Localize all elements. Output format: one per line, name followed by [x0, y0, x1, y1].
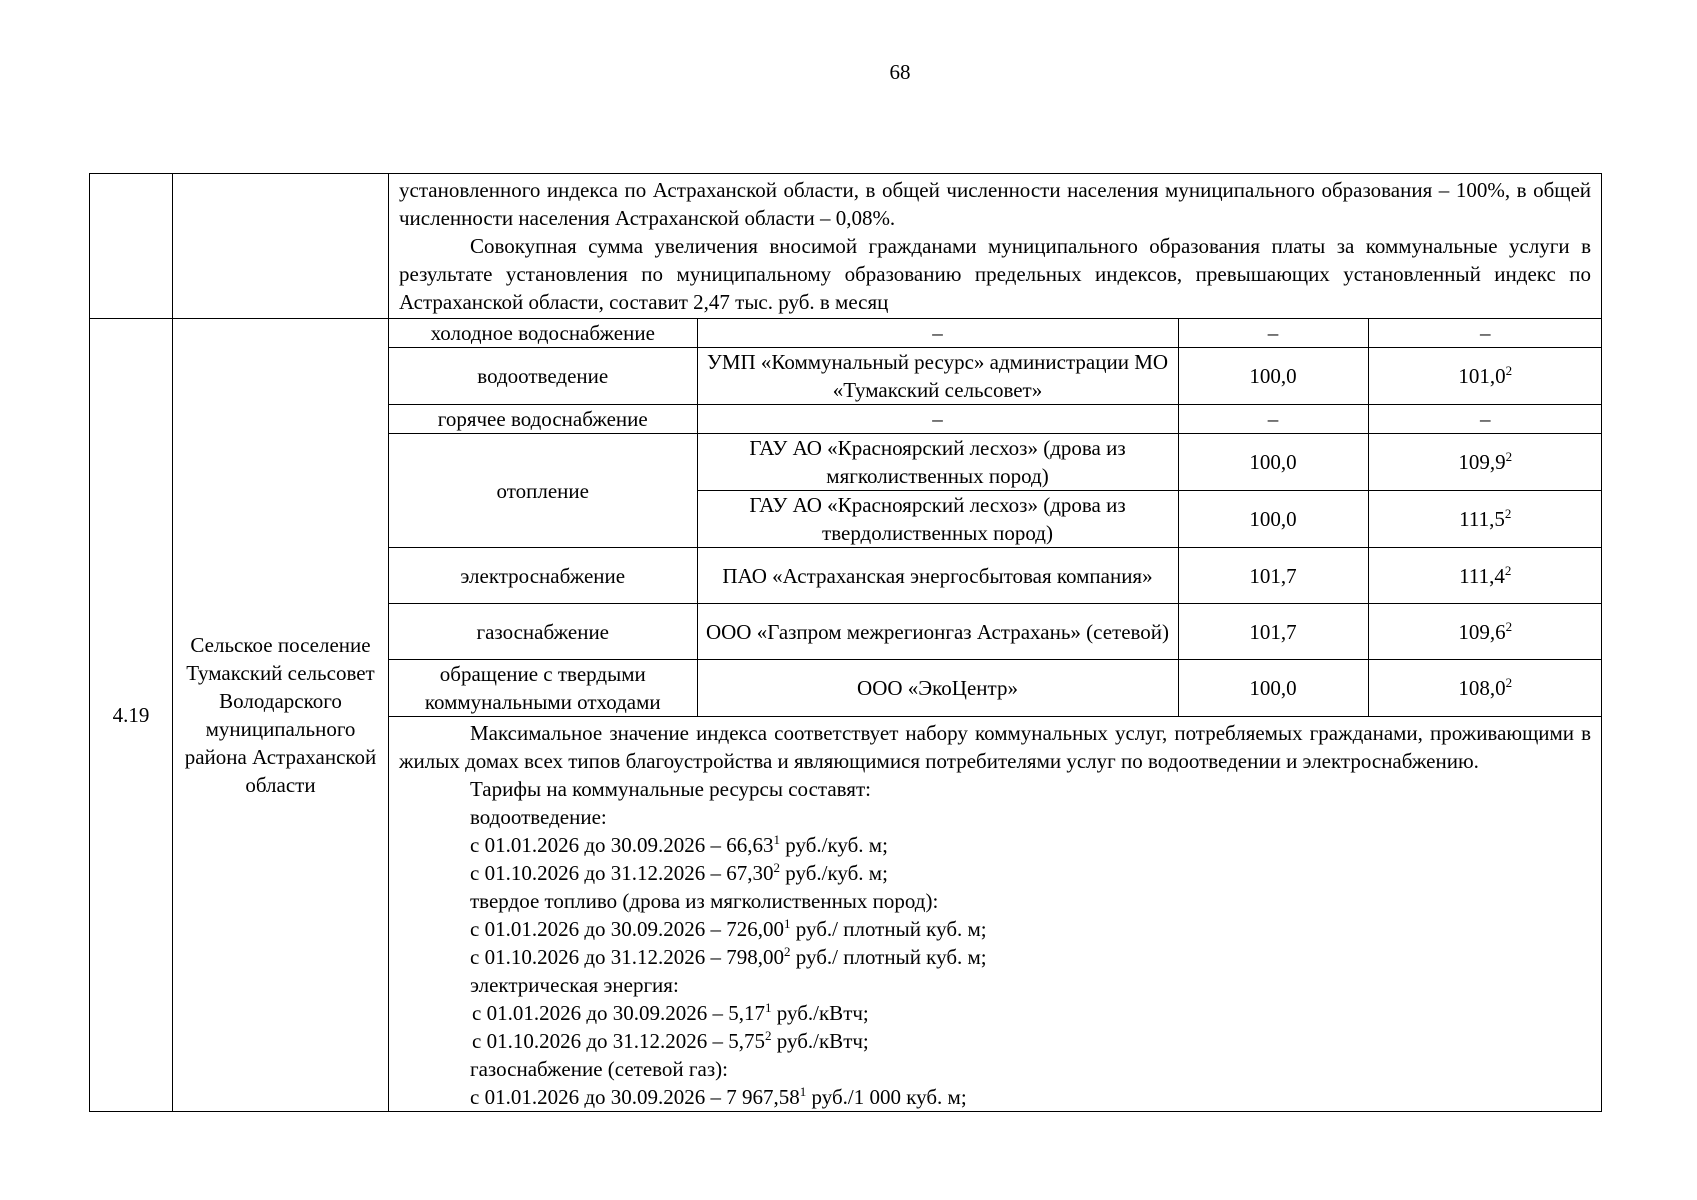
tariff-line: водоотведение: — [470, 805, 607, 829]
service-row — [389, 434, 1602, 491]
max-index-value: 108,0$^2$ — [1368, 660, 1602, 717]
service-name: отопление — [389, 434, 697, 548]
service-provider: ООО «ЭкоЦентр» — [697, 660, 1178, 717]
tariff-table — [89, 173, 1602, 1112]
tariff-line: с 01.01.2026 до 30.09.2026 – 5,17$^1$ руб./кВтч; — [472, 1000, 869, 1025]
tariff-line: с 01.01.2026 до 30.09.2026 – 66,63$^1$ руб./куб. м; — [470, 832, 888, 857]
row-content — [389, 319, 1602, 1112]
index-value: 100,0 — [1178, 434, 1368, 491]
index-value: 100,0 — [1178, 491, 1368, 548]
table-row — [90, 319, 1602, 1112]
index-value: 101,7 — [1178, 604, 1368, 660]
tariff-line: газоснабжение (сетевой газ): — [470, 1057, 728, 1081]
max-index-value: – — [1368, 319, 1602, 348]
index-value: 100,0 — [1178, 660, 1368, 717]
service-provider: – — [697, 405, 1178, 434]
service-row — [389, 660, 1602, 717]
max-index-value: 109,9$^2$ — [1368, 434, 1602, 491]
service-row — [389, 548, 1602, 604]
tariff-line: с 01.10.2026 до 31.12.2026 – 67,30$^2$ руб./куб. м; — [470, 860, 888, 885]
tariff-line: с 01.10.2026 до 31.12.2026 – 5,75$^2$ руб./кВтч; — [472, 1028, 869, 1053]
index-value: – — [1178, 405, 1368, 434]
tariffs-block — [399, 775, 1591, 1111]
tariff-line: с 01.10.2026 до 31.12.2026 – 798,00$^2$ руб./ плотный куб. м; — [470, 944, 987, 969]
service-name: электроснабжение — [389, 548, 697, 604]
index-value: – — [1178, 319, 1368, 348]
region-name: Сельское поселение Тумакский сельсовет Володарского муниципального района Астраханской области — [173, 319, 389, 1112]
region-cell-empty — [173, 174, 389, 319]
service-provider: ООО «Газпром межрегионгаз Астрахань» (сетевой) — [697, 604, 1178, 660]
tariffs-heading: Тарифы на коммунальные ресурсы составят: — [470, 777, 871, 801]
service-row — [389, 319, 1602, 348]
number-cell-empty — [90, 174, 173, 319]
index-value: 100,0 — [1178, 348, 1368, 405]
service-provider: ПАО «Астраханская энергосбытовая компания» — [697, 548, 1178, 604]
page-number: 68 — [889, 60, 911, 84]
tariff-line: с 01.01.2026 до 30.09.2026 – 7 967,58$^1$ руб./1 000 куб. м; — [470, 1084, 967, 1109]
continuation-cell — [389, 174, 1602, 319]
tariff-line: с 01.01.2026 до 30.09.2026 – 726,00$^1$ руб./ плотный куб. м; — [470, 916, 987, 941]
service-name: обращение с твердыми коммунальными отходами — [389, 660, 697, 717]
tariff-line: электрическая энергия: — [470, 973, 679, 997]
service-name: водоотведение — [389, 348, 697, 405]
max-index-value: 109,6$^2$ — [1368, 604, 1602, 660]
service-name: газоснабжение — [389, 604, 697, 660]
service-name: горячее водоснабжение — [389, 405, 697, 434]
max-index-value: 111,4$^2$ — [1368, 548, 1602, 604]
continuation-paragraph-1: установленного индекса по Астраханской области, в общей численности населения муниципального образования – 100%, в общей численности населения Астраханской области – 0,08%. — [399, 178, 1591, 230]
service-row — [389, 405, 1602, 434]
max-index-value: – — [1368, 405, 1602, 434]
continuation-row — [90, 174, 1602, 319]
continuation-paragraph-2: Совокупная сумма увеличения вносимой гражданами муниципального образования платы за коммунальные услуги в результате установления по муниципальному образованию предельных индексов, превышающих установленный индекс по Астраханской области, составит 2,47 тыс. руб. в месяц — [399, 234, 1591, 314]
max-index-note: Максимальное значение индекса соответствует набору коммунальных услуг, потребляемых гражданами, проживающими в жилых домах всех типов благоустройства и являющимися потребителями услуг по водоотведении и электроснабжению. — [399, 721, 1591, 773]
service-row — [389, 348, 1602, 405]
service-name: холодное водоснабжение — [389, 319, 697, 348]
max-index-value: 101,0$^2$ — [1368, 348, 1602, 405]
service-provider: – — [697, 319, 1178, 348]
service-provider: УМП «Коммунальный ресурс» администрации МО «Тумакский сельсовет» — [697, 348, 1178, 405]
index-value: 101,7 — [1178, 548, 1368, 604]
services-table — [389, 319, 1602, 717]
service-row — [389, 604, 1602, 660]
service-provider: ГАУ АО «Красноярский лесхоз» (дрова из твердолиственных пород) — [697, 491, 1178, 548]
row-number: 4.19 — [90, 319, 173, 1112]
max-index-value: 111,5$^2$ — [1368, 491, 1602, 548]
tariff-line: твердое топливо (дрова из мягколиственных пород): — [470, 889, 939, 913]
service-provider: ГАУ АО «Красноярский лесхоз» (дрова из мягколиственных пород) — [697, 434, 1178, 491]
